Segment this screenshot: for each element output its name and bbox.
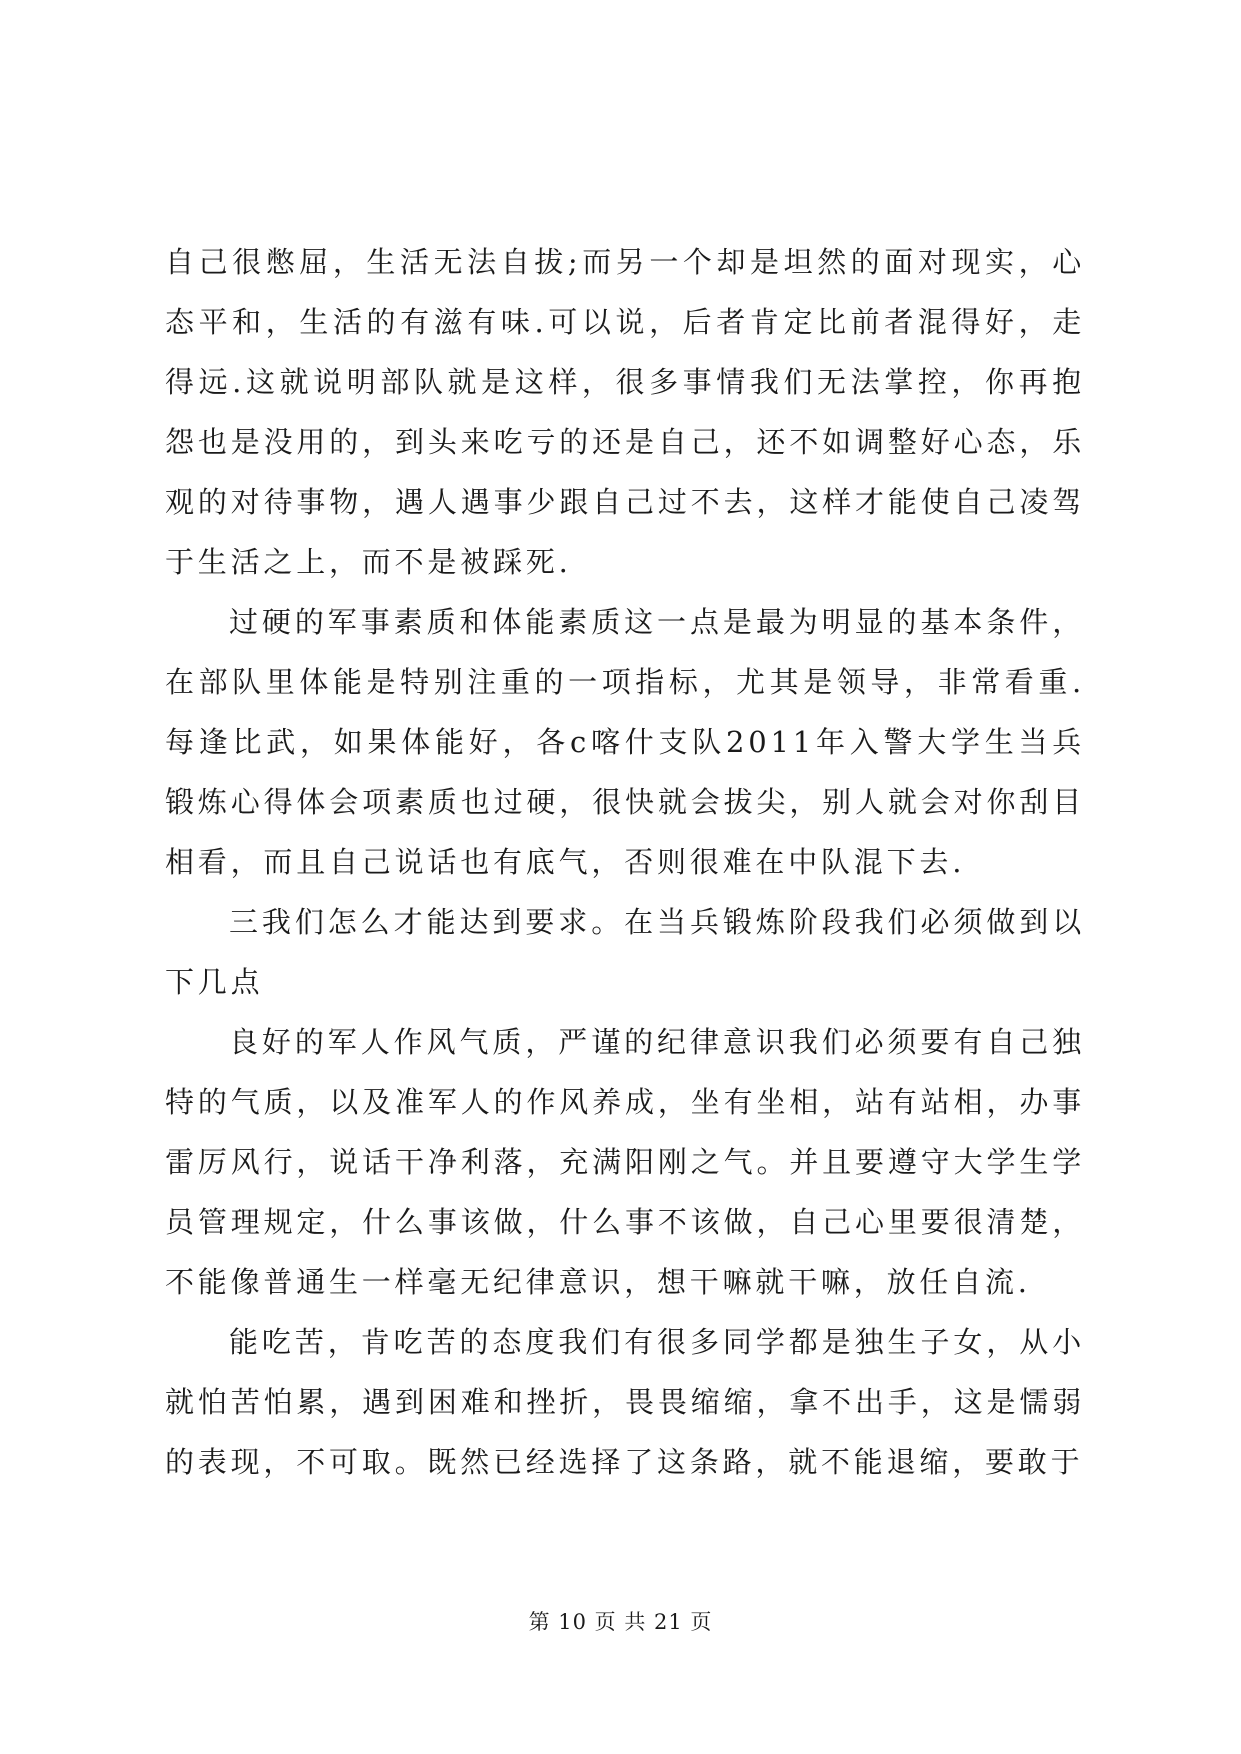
paragraph-3: 三我们怎么才能达到要求。在当兵锻炼阶段我们必须做到以下几点 [165, 905, 1085, 999]
paragraph-1: 自己很憋屈，生活无法自拔;而另一个却是坦然的面对现实，心态平和，生活的有滋有味.可以说，后者肯定比前者混得好，走得远.这就说明部队就是这样，很多事情我们无法掌控，你再抱怨也是没用的，到头来吃亏的还是自己，还不如调整好心态，乐观的对待事物，遇人遇事少跟自己过不去，这样才能使自己凌驾于生活之上，而不是被踩死. [165, 245, 1085, 579]
paragraph-2: 过硬的军事素质和体能素质这一点是最为明显的基本条件，在部队里体能是特别注重的一项指标，尤其是领导，非常看重.每逢比武，如果体能好，各c喀什支队2011年入警大学生当兵锻炼心得体会项素质也过硬，很快就会拔尖，别人就会对你刮目相看，而且自己说话也有底气，否则很难在中队混下去. [165, 605, 1085, 879]
paragraph-4: 良好的军人作风气质，严谨的纪律意识我们必须要有自己独特的气质，以及准军人的作风养成，坐有坐相，站有站相，办事雷厉风行，说话干净利落，充满阳刚之气。并且要遵守大学生学员管理规定，什么事该做，什么事不该做，自己心里要很清楚，不能像普通生一样毫无纪律意识，想干嘛就干嘛，放任自流. [165, 1025, 1085, 1299]
paragraph-5: 能吃苦，肯吃苦的态度我们有很多同学都是独生子女，从小就怕苦怕累，遇到困难和挫折，畏畏缩缩，拿不出手，这是懦弱的表现，不可取。既然已经选择了这条路，就不能退缩，要敢于 [165, 1325, 1085, 1479]
page-footer: 第 10 页 共 21 页 [528, 1610, 713, 1634]
document-body [165, 232, 1085, 1492]
